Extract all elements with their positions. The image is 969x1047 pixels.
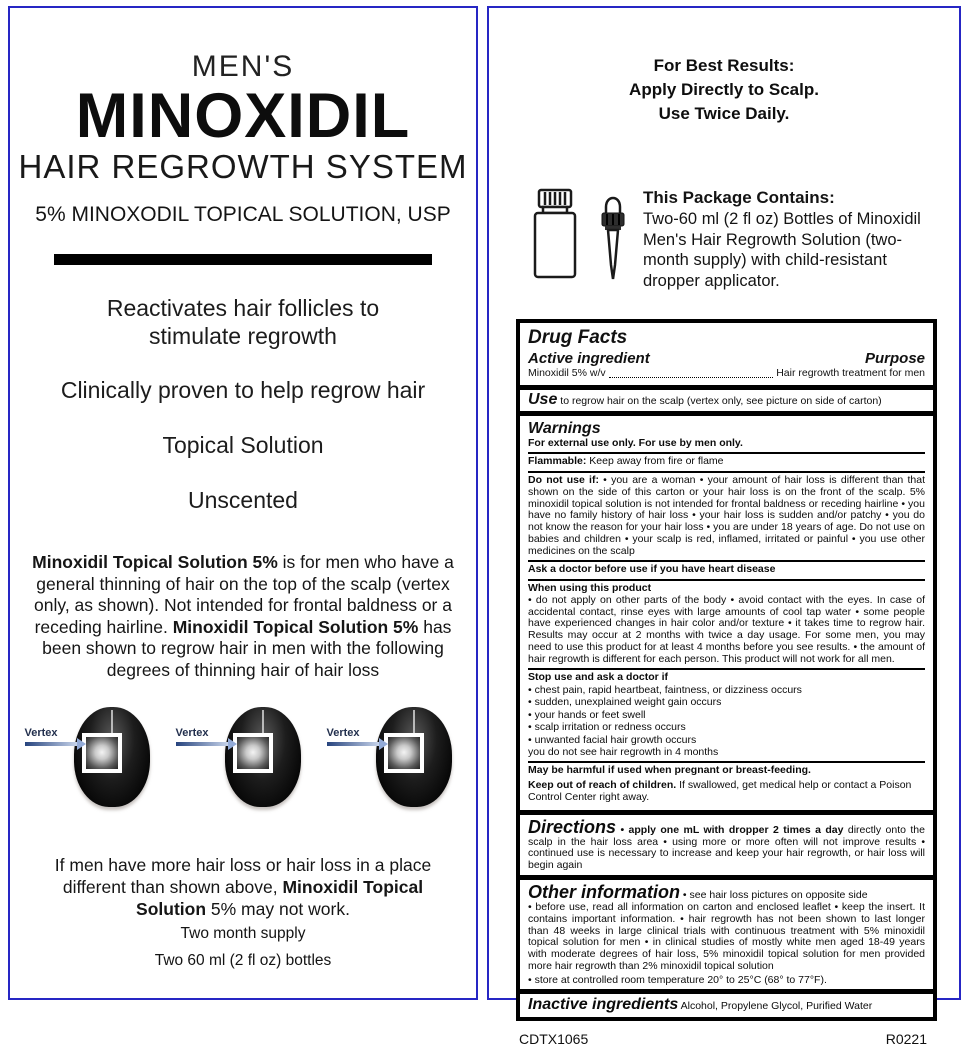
head-illustration-1 <box>25 701 160 839</box>
warnings-title-block <box>528 418 925 453</box>
divider-bar <box>54 254 432 265</box>
arrow-right-icon <box>25 742 77 746</box>
stop-use-block <box>528 668 925 761</box>
head-illustration-3 <box>327 701 462 839</box>
stop-use-item: • sudden, unexplained weight gain occurs <box>528 696 722 709</box>
directions-label: Directions <box>528 816 617 837</box>
stop-use-item: you do not see hair regrowth in 4 months <box>528 745 719 758</box>
stop-use-label: Stop use and ask a doctor if <box>528 671 669 684</box>
directions-bold-text: • apply one mL with dropper 2 times a day <box>616 823 844 836</box>
brand-line: MEN'S <box>191 50 295 83</box>
description-bold-2: Minoxidil Topical Solution 5% <box>172 616 419 637</box>
claim-topical: Topical Solution <box>162 432 324 459</box>
label-footer <box>519 1031 927 1047</box>
vertex-label: Vertex <box>24 727 58 740</box>
vertex-callout <box>25 727 83 746</box>
keep-out-text: If swallowed, get medical help or contact a Poison Control Center right away. <box>528 779 912 803</box>
head-photo-icon <box>74 707 150 807</box>
description-bold-1: Minoxidil Topical Solution 5% <box>32 552 278 573</box>
pregnancy-keep-out-block <box>528 761 925 806</box>
arrow-right-icon <box>327 742 379 746</box>
back-label-panel <box>487 6 961 1047</box>
other-info-label: Other information <box>528 881 680 902</box>
warn-bold: Minoxidil Topical Solution <box>136 877 424 920</box>
arrow-right-icon <box>176 742 228 746</box>
use-section <box>520 390 933 411</box>
package-title: This Package Contains: <box>643 188 835 208</box>
claim-unscented: Unscented <box>188 486 298 513</box>
package-text <box>643 187 943 292</box>
bottle-icon <box>529 187 581 281</box>
vertex-label: Vertex <box>326 727 360 740</box>
hair-loss-warning-note <box>35 855 451 921</box>
warn-text-1: If men have more hair loss or hair loss in a place different than shown above, <box>54 855 432 898</box>
vertex-illustrations <box>10 701 476 839</box>
footer-left-code: CDTX1065 <box>519 1031 589 1047</box>
directions-section <box>520 815 933 875</box>
solution-subtitle: 5% MINOXODIL TOPICAL SOLUTION, USP <box>35 203 451 227</box>
other-info-body: • before use, read all information on carton and enclosed leaflet • keep the insert. It contains important information. • hair regrowth has not been shown to last longer than 48 weeks in large clinical trials with continuous treatment with 5% minoxidil topical solution for men • in clinical studies of mostly white men aged 18-49 years with moderate degrees of hair loss, 5% minoxidil topical solution for men provided more hair regrowth than 2% minoxidil topical solution <box>528 901 925 972</box>
warn-text-2: 5% may not work. <box>206 899 350 920</box>
vertex-label: Vertex <box>175 727 209 740</box>
claim-clinically: Clinically proven to help regrow hair <box>60 377 426 404</box>
footer-right-code: R0221 <box>885 1031 927 1047</box>
drug-facts-box <box>516 319 937 1021</box>
vertex-patch-icon <box>233 733 273 773</box>
flammable-text: Keep away from fire or flame <box>586 455 724 468</box>
keep-out-warning <box>528 780 925 804</box>
claim-reactivates: Reactivates hair follicles to stimulate regrowth <box>106 295 380 349</box>
when-using-block <box>528 579 925 668</box>
vertex-callout <box>327 727 385 746</box>
supply-line-1: Two month supply <box>180 924 306 942</box>
stop-use-item: • scalp irritation or redness occurs <box>528 721 686 734</box>
pregnant-warning: May be harmful if used when pregnant or breast-feeding. <box>528 764 811 777</box>
description-text-1: is for men who have a general thinning of hair on the top of the scalp (vertex only, as shown). Not intended for frontal baldness or a receding hairline. <box>34 552 454 637</box>
head-illustration-2 <box>176 701 311 839</box>
purpose-label: Purpose <box>864 349 925 367</box>
directions-text: directly onto the scalp in the hair loss area • using more or more often will not improve results • continued use is necessary to increase and keep your hair regrowth, or hair loss will begin again <box>528 823 925 872</box>
inactive-ingredients-text: Alcohol, Propylene Glycol, Purified Water <box>678 1000 873 1013</box>
external-use-text: For external use only. For use by men only. <box>528 436 743 449</box>
other-info-inline: • see hair loss pictures on opposite side <box>680 888 868 901</box>
warnings-title: Warnings <box>528 419 601 437</box>
warnings-section <box>520 416 933 810</box>
drug-facts-header <box>520 323 933 385</box>
package-icons <box>529 187 631 287</box>
best-results-block <box>489 54 959 125</box>
best-results-line-1: For Best Results: <box>653 56 795 75</box>
vertex-patch-icon <box>384 733 424 773</box>
when-using-text: • do not apply on other parts of the body • avoid contact with the eyes. In case of accidental contact, rinse eyes with large amounts of cool tap water • some people have experienced changes in hair color and/or texture • it takes time to regrow hair. Results may occur at 2 months with twice a day usage. For some men, you may need to use this product for at least 4 months before you see results. • the amount of hair regrowth is different for each person. This product will not work for all men. <box>528 593 925 665</box>
inactive-ingredients-section <box>520 994 933 1017</box>
package-description: Two-60 ml (2 fl oz) Bottles of Minoxidil Men's Hair Regrowth Solution (two-month supply) with child-resistant dropper applicator. <box>643 209 921 291</box>
stop-use-item: • chest pain, rapid heartbeat, faintness, or dizziness occurs <box>528 684 802 697</box>
purpose-value: Hair regrowth treatment for men <box>776 366 925 379</box>
other-information-section <box>520 880 933 989</box>
supply-line-2: Two 60 ml (2 fl oz) bottles <box>154 951 332 969</box>
do-not-use-text: • you are a woman • your amount of hair loss is different than that shown on the side of this carton or your hair loss is on the front of the scalp. 5% minoxidil topical solution is not intended for frontal baldness or receding hairline • you have no family history of hair loss • your hair loss is sudden and/or patchy • you do not know the reason for your hair loss • you are under 18 years of age. Do not use on babies and children • your scalp is red, inflamed, irritated or painful • you use other medicines on the scalp <box>528 474 925 557</box>
do-not-use-label: Do not use if: <box>528 474 599 487</box>
use-text: to regrow hair on the scalp (vertex only, see picture on side of carton) <box>557 394 882 407</box>
system-line: HAIR REGROWTH SYSTEM <box>18 148 468 186</box>
head-photo-icon <box>225 707 301 807</box>
best-results-line-3: Use Twice Daily. <box>658 103 790 123</box>
product-name: MINOXIDIL <box>75 81 411 151</box>
dotted-leader <box>609 370 774 378</box>
head-photo-icon <box>376 707 452 807</box>
front-label-panel <box>8 6 478 1000</box>
description-text-2: has been shown to regrow hair in men with the following degrees of thinning hair of hair loss <box>42 616 452 680</box>
product-description <box>31 552 455 681</box>
use-label: Use <box>528 390 558 408</box>
do-not-use-block <box>528 471 925 560</box>
vertex-patch-icon <box>82 733 122 773</box>
flammable-label: Flammable: <box>528 455 587 468</box>
ask-doctor-block: Ask a doctor before use if you have heart disease <box>528 560 925 579</box>
active-ingredient-value: Minoxidil 5% w/v <box>528 366 606 379</box>
best-results-line-2: Apply Directly to Scalp. <box>629 79 819 99</box>
stop-use-item: • your hands or feet swell <box>528 708 646 721</box>
drug-facts-title: Drug Facts <box>528 326 628 348</box>
package-contains-block <box>529 187 959 292</box>
storage-text: • store at controlled room temperature 20° to 25°C (68° to 77°F). <box>528 973 827 986</box>
vertex-callout <box>176 727 234 746</box>
active-ingredient-label: Active ingredient <box>528 349 650 367</box>
supply-info <box>10 920 476 974</box>
dropper-icon <box>595 187 631 287</box>
flammable-block <box>528 452 925 471</box>
stop-use-item: • unwanted facial hair growth occurs <box>528 733 697 746</box>
when-using-label: When using this product <box>528 582 652 595</box>
inactive-ingredients-label: Inactive ingredients <box>528 996 679 1014</box>
keep-out-label: Keep out of reach of children. <box>528 779 677 792</box>
